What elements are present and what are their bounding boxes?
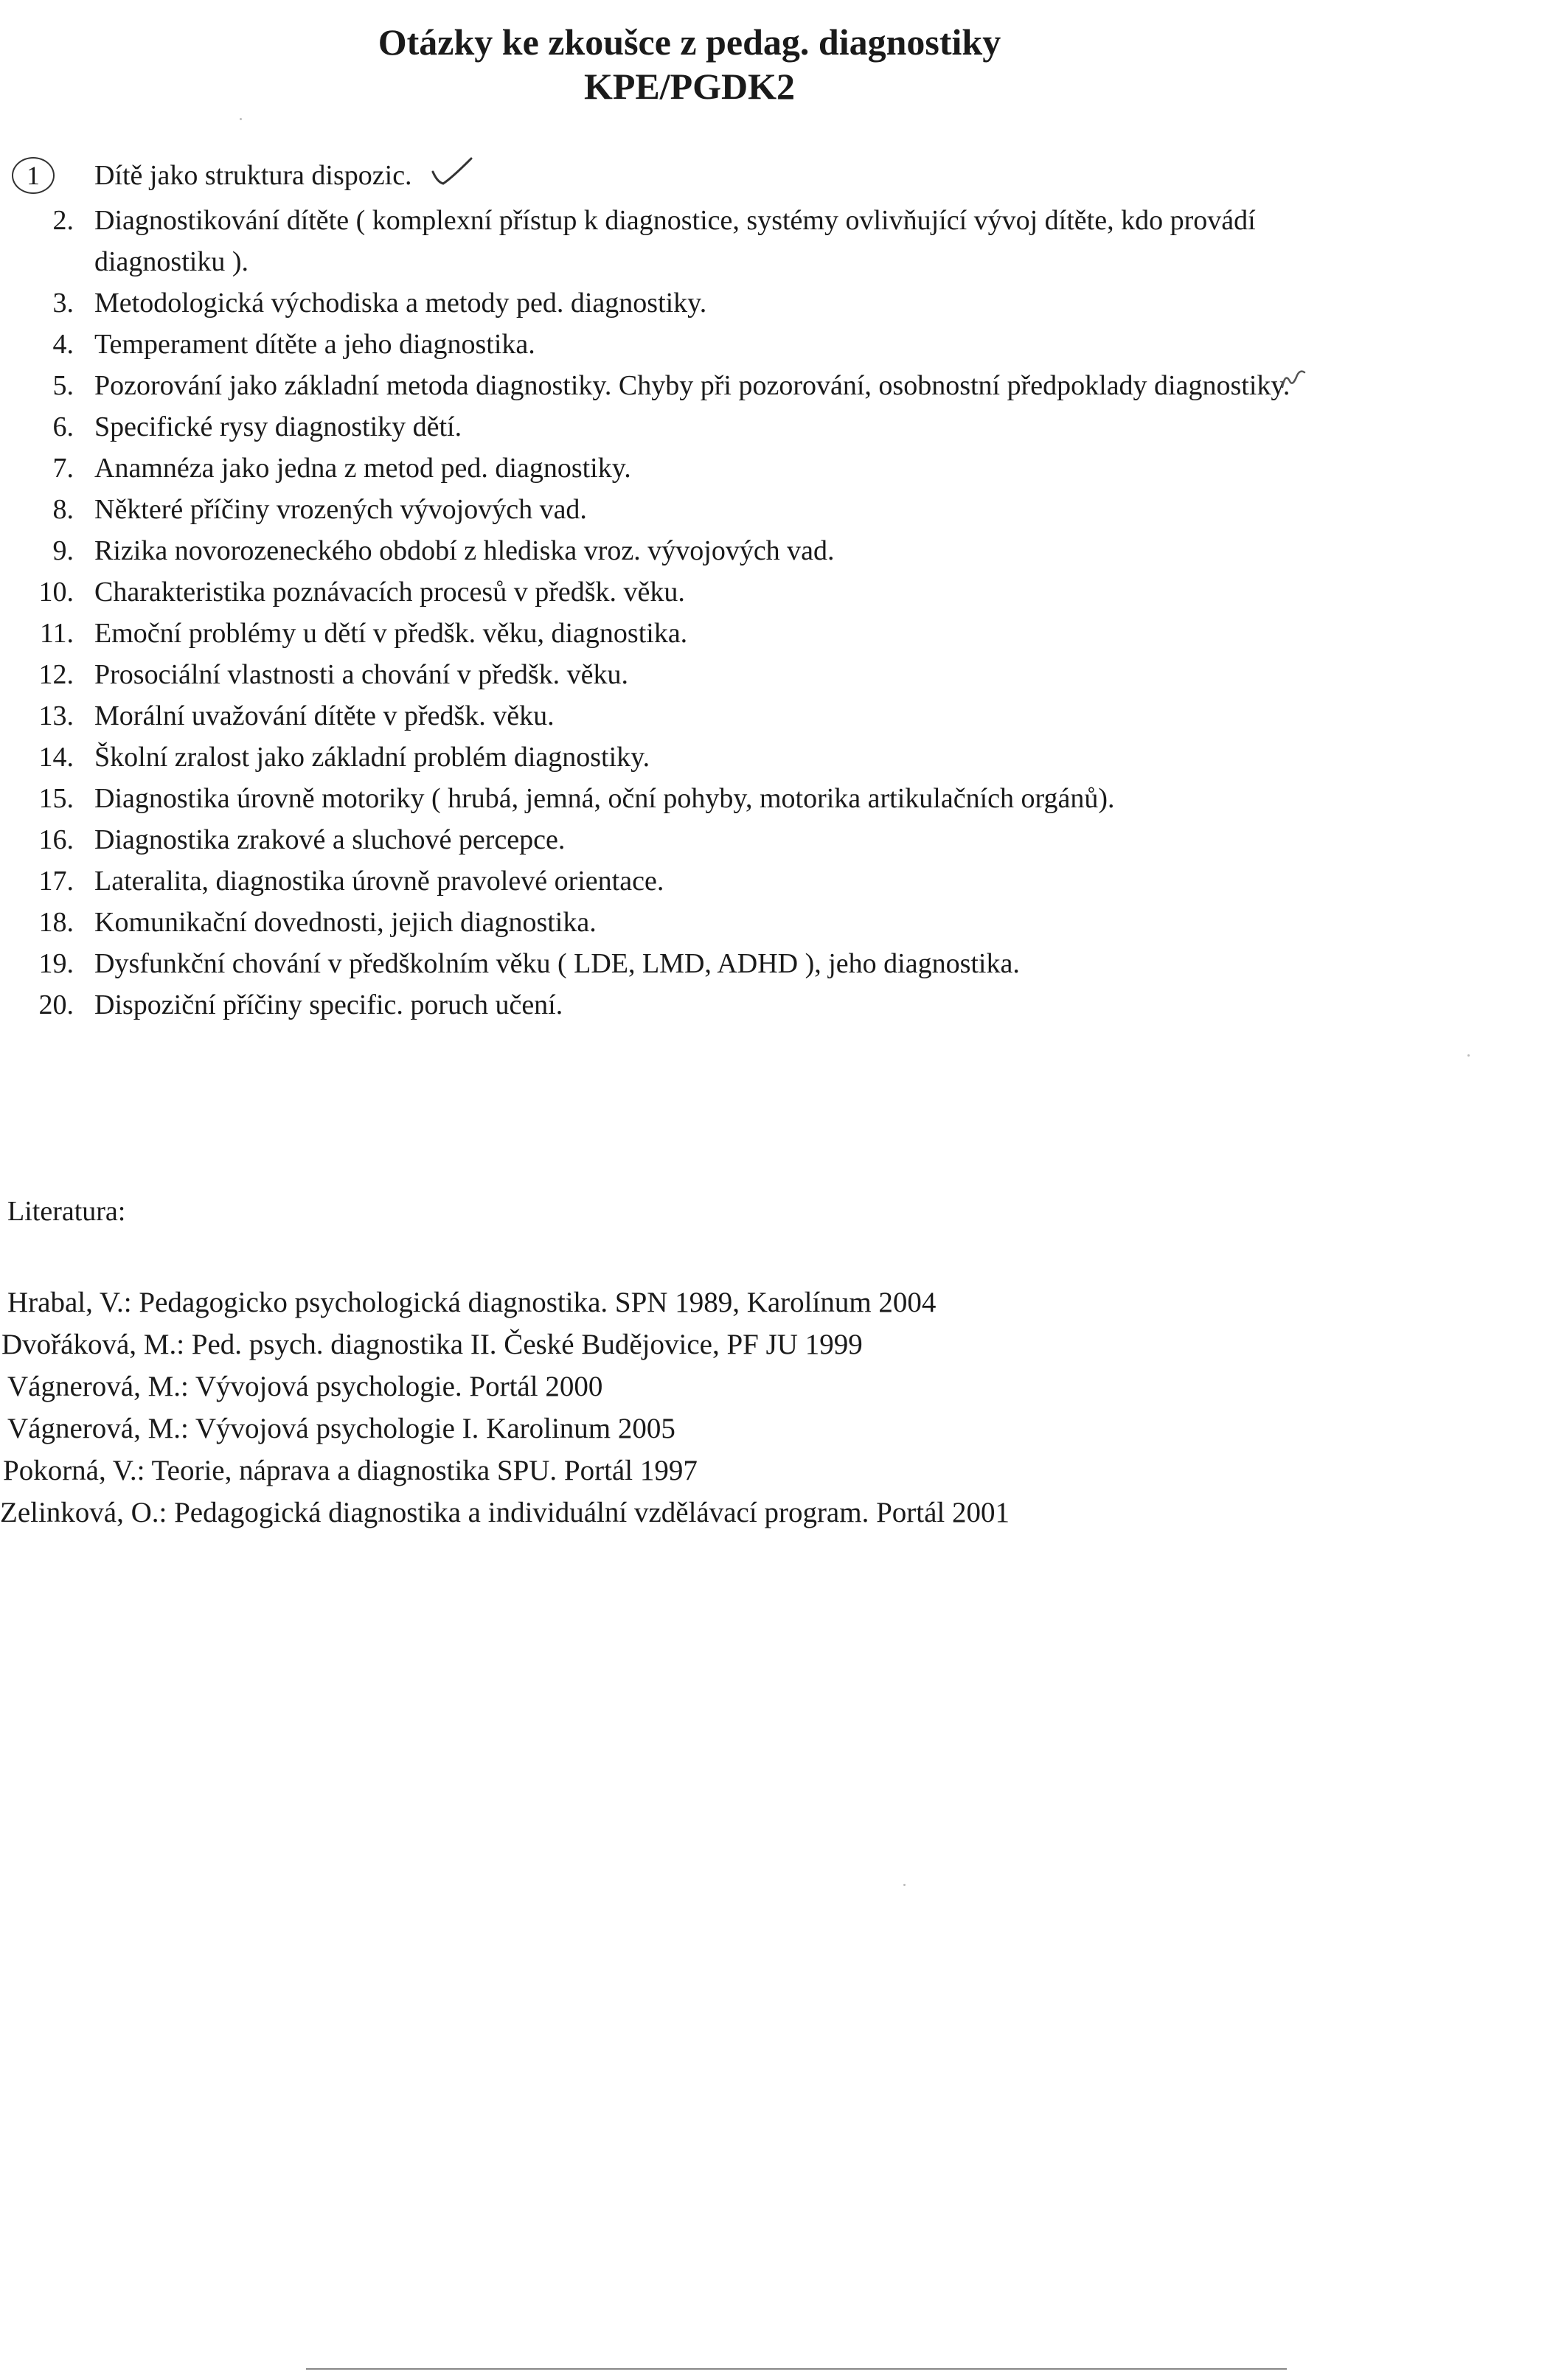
question-item <box>0 530 1475 571</box>
handwritten-correction-icon <box>1279 365 1309 406</box>
question-item <box>0 984 1475 1026</box>
literature-item: Pokorná, V.: Teorie, náprava a diagnostika SPU. Portál 1997 <box>3 1455 698 1486</box>
question-number: 7. <box>52 453 74 484</box>
question-item <box>0 695 1475 737</box>
literature-item: Vágnerová, M.: Vývojová psychologie I. Karolinum 2005 <box>7 1413 675 1444</box>
question-number: 20. <box>38 989 74 1021</box>
question-number: 10. <box>38 577 74 608</box>
question-text: Pozorování jako základní metoda diagnostiky. Chyby při pozorování, osobnostní předpoklady diagnostiky. <box>94 370 1290 402</box>
literature-list <box>0 1281 1010 1534</box>
literature-item: Dvořáková, M.: Ped. psych. diagnostika II. České Budějovice, PF JU 1999 <box>1 1329 863 1360</box>
question-item <box>0 571 1475 613</box>
question-text: Anamnéza jako jedna z metod ped. diagnostiky. <box>94 453 631 484</box>
scan-edge-line <box>306 2368 1287 2370</box>
question-text: Rizika novorozeneckého období z hlediska vroz. vývojových vad. <box>94 535 835 567</box>
scan-speck <box>240 118 242 120</box>
question-item <box>0 860 1475 902</box>
question-text: Diagnostika úrovně motoriky ( hrubá, jemná, oční pohyby, motorika artikulačních orgánů). <box>94 783 1115 815</box>
question-item <box>0 737 1475 778</box>
question-item <box>0 200 1475 282</box>
scan-speck <box>903 1884 906 1886</box>
question-text: Morální uvažování dítěte v předšk. věku. <box>94 700 555 732</box>
question-text: Charakteristika poznávacích procesů v předšk. věku. <box>94 577 685 608</box>
question-number: 14. <box>38 742 74 773</box>
question-text: Temperament dítěte a jeho diagnostika. <box>94 329 535 361</box>
question-text: Specifické rysy diagnostiky dětí. <box>94 411 462 443</box>
question-item <box>0 365 1475 406</box>
question-number: 16. <box>38 824 74 856</box>
question-item <box>0 448 1475 489</box>
question-item <box>0 155 1475 200</box>
literature-heading: Literatura: <box>7 1196 126 1227</box>
question-text: Diagnostikování dítěte ( komplexní přístup k diagnostice, systémy ovlivňující vývoj dítěte, kdo provádí diagnostiku ). <box>94 205 1256 278</box>
question-text: Diagnostika zrakové a sluchové percepce. <box>94 824 566 856</box>
literature-item: Zelinková, O.: Pedagogická diagnostika a individuální vzdělávací program. Portál 2001 <box>0 1497 1010 1528</box>
question-text: Školní zralost jako základní problém diagnostiky. <box>94 742 650 773</box>
literature-item: Vágnerová, M.: Vývojová psychologie. Portál 2000 <box>7 1371 603 1402</box>
question-item <box>0 282 1475 324</box>
question-text: Emoční problémy u dětí v předšk. věku, diagnostika. <box>94 618 688 650</box>
question-number: 4. <box>52 329 74 361</box>
document-title: Otázky ke zkoušce z pedag. diagnostiky <box>378 21 1001 63</box>
question-number: 8. <box>52 494 74 526</box>
question-text: Dispoziční příčiny specific. poruch učení. <box>94 989 563 1021</box>
question-number: 5. <box>52 370 74 402</box>
question-number: 3. <box>52 288 74 319</box>
question-item <box>0 819 1475 860</box>
question-item <box>0 778 1475 819</box>
question-number: 11. <box>39 618 74 650</box>
question-item <box>0 489 1475 530</box>
question-item <box>0 406 1475 448</box>
question-item <box>0 902 1475 943</box>
question-item <box>0 324 1475 365</box>
question-number: 12. <box>38 659 74 691</box>
questions-list <box>0 155 1475 1026</box>
literature-item: Hrabal, V.: Pedagogicko psychologická diagnostika. SPN 1989, Karolínum 2004 <box>7 1287 937 1318</box>
question-number: 19. <box>38 948 74 980</box>
question-number: 6. <box>52 411 74 443</box>
question-text: Dysfunkční chování v předškolním věku ( LDE, LMD, ADHD ), jeho diagnostika. <box>94 948 1020 980</box>
question-number: 17. <box>38 866 74 897</box>
question-item <box>0 654 1475 695</box>
question-number: 15. <box>38 783 74 815</box>
question-text: Komunikační dovednosti, jejich diagnostika. <box>94 907 597 939</box>
question-text: Prosociální vlastnosti a chování v předšk. věku. <box>94 659 628 691</box>
check-mark-icon <box>430 156 474 200</box>
question-number: 13. <box>38 700 74 732</box>
question-number: 1 <box>27 161 40 190</box>
question-item <box>0 613 1475 654</box>
question-text: Lateralita, diagnostika úrovně pravolevé orientace. <box>94 866 664 897</box>
question-text: Metodologická východiska a metody ped. diagnostiky. <box>94 288 707 319</box>
hand-drawn-circle-icon <box>12 157 55 194</box>
question-number: 9. <box>52 535 74 567</box>
course-code: KPE/PGDK2 <box>583 66 796 107</box>
question-text: Dítě jako struktura dispozic. <box>94 160 412 191</box>
question-text: Některé příčiny vrozených vývojových vad. <box>94 494 587 526</box>
question-item <box>0 943 1475 984</box>
question-number: 2. <box>52 205 74 237</box>
question-number: 18. <box>38 907 74 939</box>
scan-speck <box>1467 1054 1470 1057</box>
